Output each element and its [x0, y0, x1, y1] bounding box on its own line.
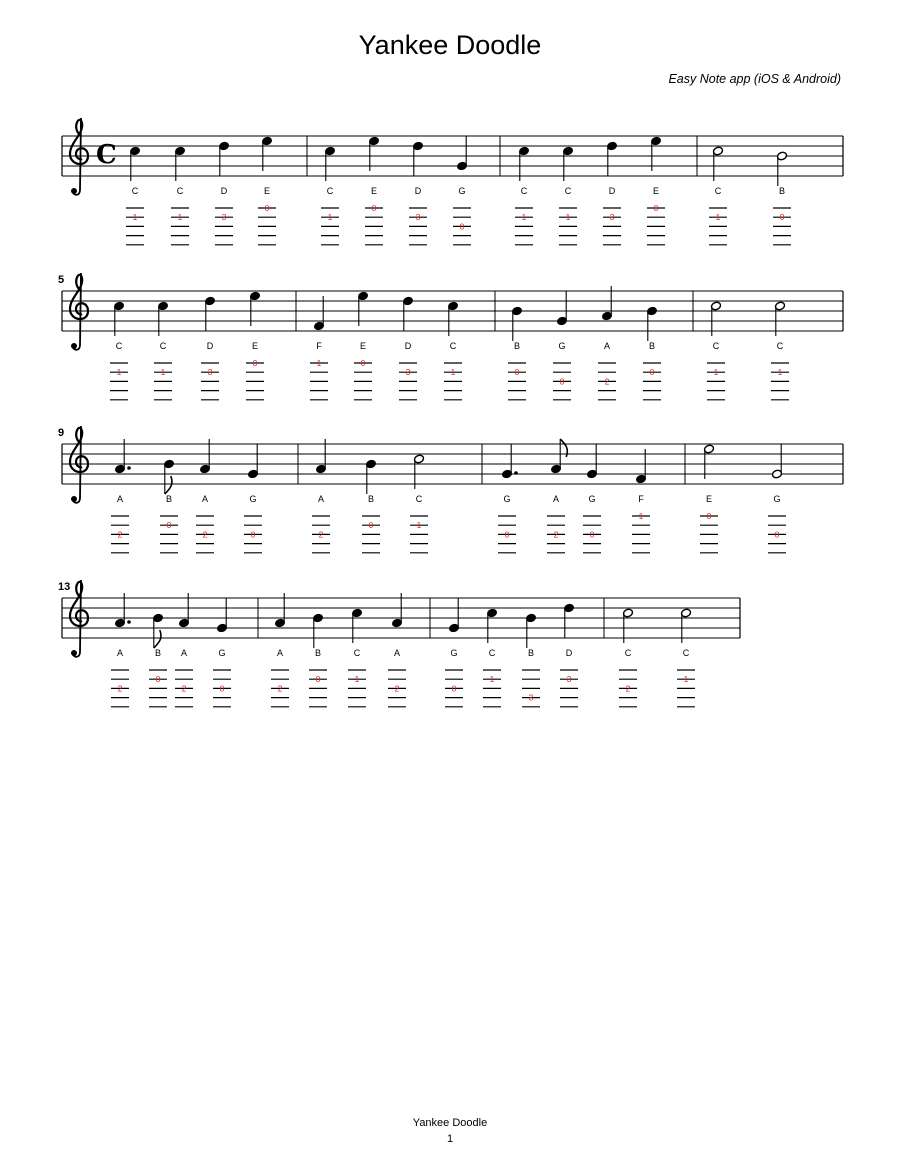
tab-fret-number: 0 [706, 511, 712, 521]
tab-diagram [632, 511, 650, 553]
tab-fret-number: 3 [566, 674, 572, 685]
tab-diagram [598, 363, 616, 400]
note [204, 296, 215, 331]
tab-fret-number: 1 [132, 212, 138, 223]
note-name-label: E [705, 494, 713, 504]
note-name-label: A [201, 494, 209, 504]
note-name-label: C [714, 186, 722, 196]
clef-curve [70, 275, 88, 319]
tab-fret-number: 2 [394, 683, 400, 694]
tab-diagram [647, 203, 665, 245]
note-name-label: G [458, 186, 466, 196]
tab-diagram [388, 670, 406, 707]
note-name-label: B [648, 341, 656, 351]
tab-fret-number: 0 [368, 520, 374, 531]
tab-fret-number: 3 [415, 212, 421, 223]
tab-fret-number: 2 [318, 529, 324, 540]
note-name-label: A [116, 494, 124, 504]
tab-fret-number: 0 [504, 529, 510, 540]
note-name-label: C [449, 341, 457, 351]
tab-diagram [522, 670, 540, 707]
tab-fret-number: 0 [649, 367, 655, 378]
staff-system-2 [58, 273, 843, 400]
tab-diagram [149, 670, 167, 707]
note [556, 291, 567, 326]
note-name-label: E [263, 186, 271, 196]
note-name-label: C [159, 341, 167, 351]
tab-fret-number: 1 [450, 367, 456, 378]
tab-diagram [410, 516, 428, 553]
tab-diagram [771, 363, 789, 400]
clef-dot [71, 188, 77, 194]
tab-diagram [362, 516, 380, 553]
tab-diagram [244, 516, 262, 553]
tab-fret-number: 3 [221, 212, 227, 223]
tab-diagram [246, 358, 264, 400]
tab-fret-number: 2 [604, 376, 610, 387]
note [163, 459, 174, 494]
tab-fret-number: 0 [166, 520, 172, 531]
note [501, 444, 517, 479]
note [365, 459, 376, 494]
tab-diagram [171, 208, 189, 245]
clef-curve [70, 120, 88, 164]
tab-fret-number: 0 [264, 203, 270, 213]
tab-diagram [583, 516, 601, 553]
tab-fret-number: 3 [528, 692, 534, 703]
tab-fret-number: 3 [609, 212, 615, 223]
tab-fret-number: 1 [715, 212, 721, 223]
tab-fret-number: 0 [653, 203, 659, 213]
tab-diagram [547, 516, 565, 553]
tab-diagram [175, 670, 193, 707]
note-name-label: F [638, 494, 644, 504]
tab-diagram [619, 670, 637, 707]
tab-fret-number: 2 [277, 683, 283, 694]
tab-diagram [444, 363, 462, 400]
tab-diagram [773, 208, 791, 245]
note-name-label: G [249, 494, 257, 504]
tab-fret-number: 0 [315, 674, 321, 685]
note-name-label: E [251, 341, 259, 351]
tab-fret-number: 3 [405, 367, 411, 378]
tab-diagram [603, 208, 621, 245]
note-name-label: D [414, 186, 422, 196]
tab-fret-number: 1 [160, 367, 166, 378]
tab-fret-number: 0 [371, 203, 377, 213]
note-name-label: C [115, 341, 123, 351]
tab-diagram [700, 511, 718, 553]
note-name-label: A [276, 648, 284, 658]
tab-diagram [154, 363, 172, 400]
note-name-label: C [776, 341, 784, 351]
note-name-label: C [712, 341, 720, 351]
tab-fret-number: 0 [155, 674, 161, 685]
tab-diagram [111, 670, 129, 707]
note-name-label: B [527, 648, 535, 658]
note-name-label: D [608, 186, 616, 196]
note [152, 613, 163, 648]
tab-diagram [553, 363, 571, 400]
note [218, 141, 229, 176]
tab-fret-number: 0 [514, 367, 520, 378]
tab-fret-number: 2 [117, 683, 123, 694]
note-name-label: G [558, 341, 566, 351]
eighth-flag [154, 630, 161, 648]
clef-curve [70, 582, 88, 626]
tab-diagram [399, 363, 417, 400]
clef-dot [71, 496, 77, 502]
note-name-label: B [165, 494, 173, 504]
note [606, 141, 617, 176]
measure-number: 9 [58, 427, 65, 439]
tab-fret-number: 0 [779, 212, 785, 223]
tab-diagram [515, 208, 533, 245]
tab-diagram [409, 208, 427, 245]
tab-diagram [365, 203, 383, 245]
note [448, 598, 459, 633]
note [456, 136, 467, 171]
tab-fret-number: 3 [207, 367, 213, 378]
note [525, 613, 536, 648]
tab-fret-number: 1 [116, 367, 122, 378]
note-name-label: C [520, 186, 528, 196]
note-name-label: E [370, 186, 378, 196]
tab-fret-number: 1 [177, 212, 183, 223]
tab-diagram [483, 670, 501, 707]
dot [127, 620, 131, 624]
tab-diagram [560, 670, 578, 707]
note-name-label: G [503, 494, 511, 504]
staff-system-1 [62, 118, 843, 245]
tab-diagram [768, 516, 786, 553]
staff-system-4 [58, 580, 740, 707]
note-name-label: C [682, 648, 690, 658]
tab-diagram [707, 363, 725, 400]
subtitle: Easy Note app (iOS & Android) [668, 72, 841, 86]
note-name-label: D [404, 341, 412, 351]
eighth-flag [165, 476, 172, 494]
clef-dot [71, 650, 77, 656]
note [511, 306, 522, 341]
tab-fret-number: 1 [638, 511, 644, 521]
tab-fret-number: 1 [354, 674, 360, 685]
note-name-label: F [316, 341, 322, 351]
tab-fret-number: 2 [553, 529, 559, 540]
tab-fret-number: 0 [589, 529, 595, 540]
tab-fret-number: 1 [565, 212, 571, 223]
tab-fret-number: 1 [327, 212, 333, 223]
note [771, 444, 782, 479]
tab-fret-number: 2 [181, 683, 187, 694]
note-name-label: B [778, 186, 786, 196]
tab-fret-number: 1 [521, 212, 527, 223]
tab-fret-number: 0 [451, 683, 457, 694]
note-name-label: A [116, 648, 124, 658]
tab-fret-number: 1 [316, 358, 322, 368]
tab-diagram [643, 363, 661, 400]
dot [514, 471, 518, 475]
note-name-label: E [652, 186, 660, 196]
note-name-label: G [588, 494, 596, 504]
tab-fret-number: 1 [489, 674, 495, 685]
clef-curve [70, 428, 88, 472]
tab-fret-number: 0 [774, 529, 780, 540]
note-name-label: B [314, 648, 322, 658]
note-name-label: G [773, 494, 781, 504]
footer-title: Yankee Doodle [412, 1117, 488, 1129]
note-name-label: A [180, 648, 188, 658]
note-name-label: C [131, 186, 139, 196]
tab-diagram [215, 208, 233, 245]
measure-number: 5 [58, 274, 65, 286]
tab-fret-number: 0 [252, 358, 258, 368]
tab-diagram [110, 363, 128, 400]
tab-fret-number: 1 [416, 520, 422, 531]
note-name-label: B [154, 648, 162, 658]
note-name-label: G [450, 648, 458, 658]
tab-fret-number: 0 [360, 358, 366, 368]
tab-diagram [445, 670, 463, 707]
note-name-label: A [552, 494, 560, 504]
note-name-label: D [220, 186, 228, 196]
tab-fret-number: 2 [202, 529, 208, 540]
tab-diagram [111, 516, 129, 553]
note-name-label: D [565, 648, 573, 658]
note-name-label: C [564, 186, 572, 196]
tab-diagram [196, 516, 214, 553]
tab-diagram [160, 516, 178, 553]
tab-fret-number: 0 [459, 221, 465, 232]
tab-diagram [312, 516, 330, 553]
tab-diagram [310, 358, 328, 400]
tab-diagram [126, 208, 144, 245]
tab-diagram [498, 516, 516, 553]
note-name-label: C [176, 186, 184, 196]
note [586, 444, 597, 479]
note-name-label: B [513, 341, 521, 351]
time-signature: C [96, 140, 117, 170]
tab-diagram [213, 670, 231, 707]
tab-diagram [709, 208, 727, 245]
note-name-label: C [353, 648, 361, 658]
tab-fret-number: 0 [219, 683, 225, 694]
note-name-label: A [393, 648, 401, 658]
tab-diagram [354, 358, 372, 400]
note-name-label: C [488, 648, 496, 658]
note [247, 444, 258, 479]
tab-diagram [258, 203, 276, 245]
note [563, 603, 574, 638]
note [776, 151, 787, 186]
footer-page-number: 1 [446, 1133, 454, 1145]
tab-diagram [271, 670, 289, 707]
note [402, 296, 413, 331]
tab-diagram [309, 670, 327, 707]
note [646, 306, 657, 341]
note-name-label: E [359, 341, 367, 351]
note [412, 141, 423, 176]
tab-fret-number: 0 [559, 376, 565, 387]
tab-diagram [321, 208, 339, 245]
note-name-label: C [415, 494, 423, 504]
clef-dot [71, 343, 77, 349]
note-name-label: A [317, 494, 325, 504]
tab-diagram [201, 363, 219, 400]
tab-diagram [453, 208, 471, 245]
note-name-label: G [218, 648, 226, 658]
tab-fret-number: 0 [250, 529, 256, 540]
staff-system-3 [58, 426, 843, 553]
note-name-label: C [326, 186, 334, 196]
note-name-label: B [367, 494, 375, 504]
tab-fret-number: 2 [117, 529, 123, 540]
note [312, 613, 323, 648]
tab-diagram [508, 363, 526, 400]
note-name-label: C [624, 648, 632, 658]
note-name-label: A [603, 341, 611, 351]
note [216, 598, 227, 633]
tab-fret-number: 2 [625, 683, 631, 694]
tab-fret-number: 1 [777, 367, 783, 378]
tab-fret-number: 1 [683, 674, 689, 685]
tab-diagram [677, 670, 695, 707]
tab-fret-number: 1 [713, 367, 719, 378]
page-title: Yankee Doodle [358, 30, 542, 60]
dot [127, 466, 131, 470]
tab-diagram [559, 208, 577, 245]
note-name-label: D [206, 341, 214, 351]
tab-diagram [348, 670, 366, 707]
measure-number: 13 [58, 581, 71, 593]
